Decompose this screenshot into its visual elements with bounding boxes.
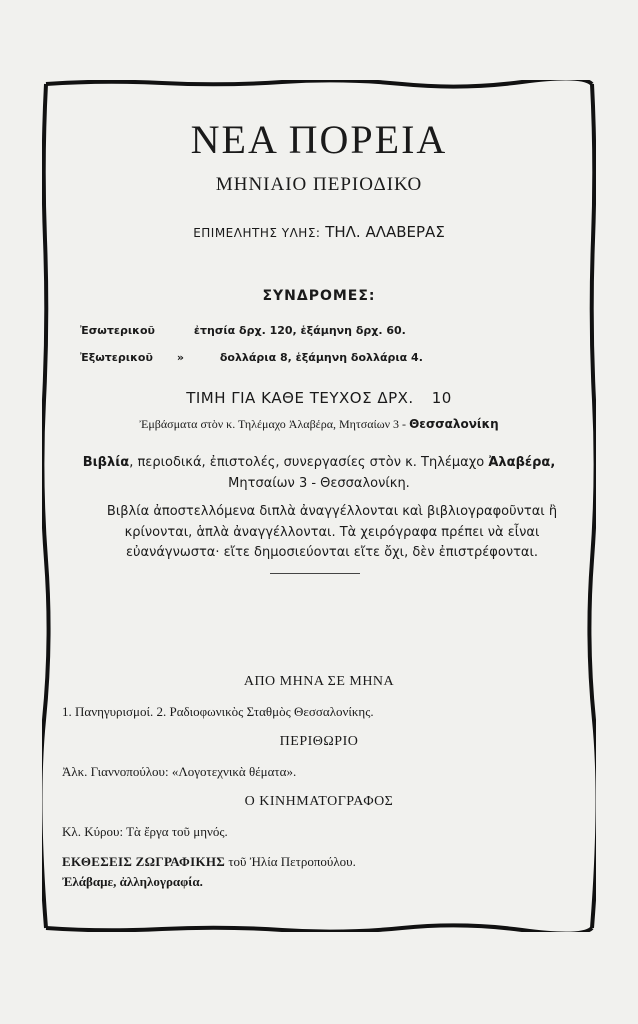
editor-line: [42, 223, 596, 241]
domestic-label: Ἐσωτερικοῦ: [80, 324, 155, 337]
domestic-text: ἐτησία δρχ. 120, ἑξάμηνη δρχ. 60.: [193, 324, 406, 337]
section-items-cinema: Κλ. Κύρου: Τὰ ἔργα τοῦ μηνός.: [62, 824, 228, 839]
received-line: Ἐλάβαμε, ἀλληλογραφία.: [62, 874, 203, 889]
contact-address: Μητσαίων 3 - Θεσσαλονίκη.: [228, 476, 410, 491]
contact-paragraph: [42, 452, 596, 494]
issue-price: [42, 389, 596, 407]
remittance-city: Θεσσαλονίκη: [409, 417, 499, 431]
exhibitions-heading: ΕΚΘΕΣΕΙΣ ΖΩΓΡΑΦΙΚΗΣ: [62, 854, 226, 869]
foreign-subscription: [80, 351, 423, 364]
subscriptions-heading: ΣΥΝΔΡΟΜΕΣ:: [262, 288, 376, 304]
magazine-title: ΝΕΑ ΠΟΡΕΙΑ: [190, 117, 448, 162]
books-notice: Βιβλία ἀποστελλόμενα διπλὰ ἀναγγέλλονται καὶ βιβλιογραφοῦνται ἢ κρίνονται, ἁπλὰ ἀναγγέλλονται. Τὰ χειρόγραφα πρέπει νὰ εἶναι εὐανάγνωστα· εἴτε δημοσιεύονται εἴτε ὄχι, δὲν ἐπιστρέφονται.: [106, 504, 558, 560]
foreign-label: Ἐξωτερικοῦ: [80, 351, 153, 364]
contact-mid: , περιοδικά, ἐπιστολές, συνεργασίες στὸν κ. Τηλέμαχο: [129, 455, 485, 470]
price-value: 10: [431, 389, 452, 407]
ditto-mark: »: [176, 351, 184, 364]
price-label: ΤΙΜΗ ΓΙΑ ΚΑΘΕ ΤΕΥΧΟΣ ΔΡΧ.: [186, 389, 414, 407]
section-heading-cinema: Ο ΚΙΝΗΜΑΤΟΓΡΑΦΟΣ: [244, 794, 394, 809]
domestic-subscription: [80, 324, 406, 337]
magazine-subtitle: ΜΗΝΙΑΙΟ ΠΕΡΙΟΔΙΚΟ: [215, 174, 423, 195]
remittance-line: [42, 417, 596, 432]
section-heading-month: ΑΠΟ ΜΗΝΑ ΣΕ ΜΗΝΑ: [243, 674, 395, 689]
exhibitions-text: τοῦ Ἠλία Πετροπούλου.: [228, 854, 356, 869]
divider-rule: [270, 573, 360, 574]
editor-label: ΕΠΙΜΕΛΗΤΗΣ ΥΛΗΣ:: [193, 226, 321, 240]
remittance-text: Ἐμβάσματα στὸν κ. Τηλέμαχο Ἀλαβέρα, Μητσαίων 3 -: [139, 417, 407, 431]
editor-name: ΤΗΛ. ΑΛΑΒΕΡΑΣ: [325, 223, 445, 241]
foreign-text: δολλάρια 8, ἑξάμηνη δολλάρια 4.: [219, 351, 423, 364]
contact-books: Βιβλία: [82, 455, 130, 470]
section-items-month: 1. Πανηγυρισμοί. 2. Ραδιοφωνικὸς Σταθμὸς Θεσσαλονίκης.: [62, 704, 374, 719]
section-items-margin: Ἀλκ. Γιαννοπούλου: «Λογοτεχνικὰ θέματα».: [62, 764, 297, 779]
section-heading-margin: ΠΕΡΙΘΩΡΙΟ: [279, 734, 359, 749]
exhibitions-line: [62, 854, 356, 870]
page-frame: [42, 80, 596, 932]
contact-surname: Ἀλαβέρα,: [488, 455, 556, 470]
